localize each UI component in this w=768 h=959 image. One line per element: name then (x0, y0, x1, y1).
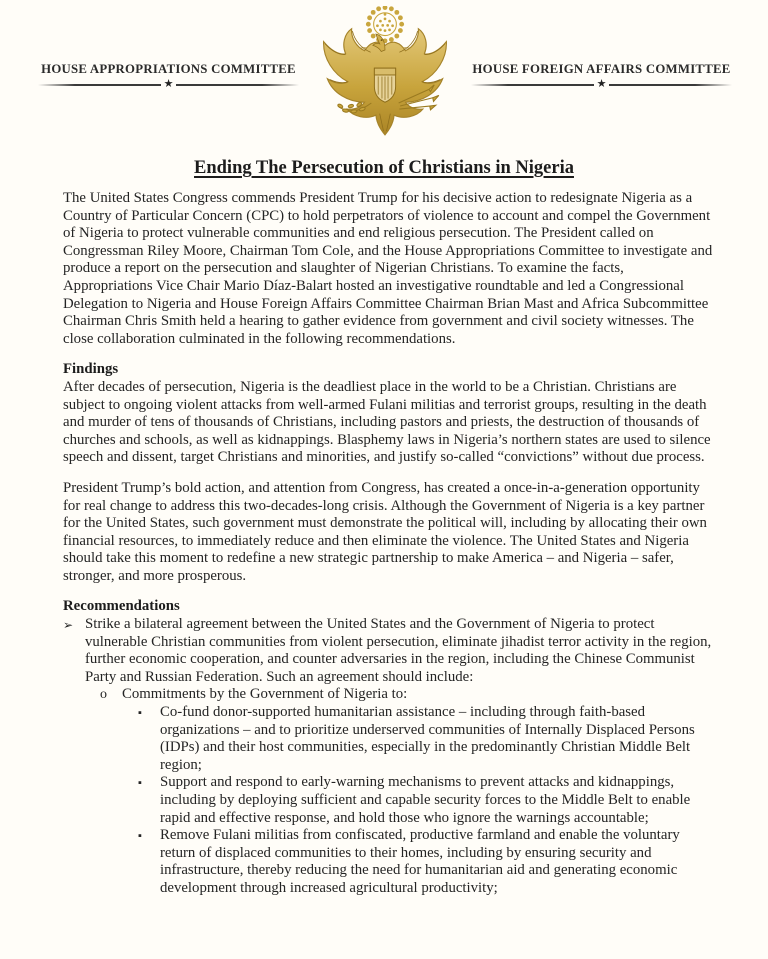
intro-paragraph: The United States Congress commends President Trump for his decisive action to redesignate Nigeria as a Country of Particular Concern (CPC) to hold perpetrators of violence to account and compel the Government of Nigeria to protect vulnerable communities and end religious persecution. The President called on Congressman Riley Moore, Chairman Tom Cole, and the House Appropriations Committee to investigate and produce a report on the persecution and slaughter of Nigerian Christians. To examine the facts, Appropriations Vice Chair Mario Díaz-Balart hosted an investigative roundtable and led a Congressional Delegation to Nigeria and House Foreign Affairs Committee Chairman Brian Mast and Africa Subcommittee Chairman Chris Smith held a hearing to gather evidence from government and civil society witnesses. The close collaboration culminated in the following recommendations. (63, 190, 713, 347)
square-bullet-icon: ▪ (138, 707, 142, 720)
star-divider-icon: ★ (596, 78, 607, 90)
committee-left-name: HOUSE APPROPRIATIONS COMMITTEE (41, 62, 296, 76)
committee-right-divider (471, 80, 732, 89)
bullet-text: Remove Fulani militias from confiscated, productive farmland and enable the voluntary return of displaced communities to their homes, including by ensuring security and infrastructure, thereby reducing the need for humanitarian aid and generating economic development through increased agricultural productivity; (160, 827, 680, 896)
findings-heading: Findings (63, 361, 119, 378)
divider-line (176, 84, 299, 86)
recommendation-sub-sub-bullet (138, 827, 713, 897)
square-bullet-icon: ▪ (138, 777, 142, 790)
bullet-text: Strike a bilateral agreement between the United States and the Government of Nigeria to protect vulnerable Christian communities from violent persecution, eliminate jihadist terror activity in the region, further economic cooperation, and counter adversaries in the region, including the Chinese Communist Party and Russian Federation. Such an agreement should include: (85, 616, 712, 685)
findings-paragraph-2: President Trump’s bold action, and attention from Congress, has created a once-in-a-generation opportunity for real change to address this two-decades-long crisis. Although the Government of Nigeria is a key partner for the United States, such government must demonstrate the political will, including by allocating their own financial resources, to immediately reduce and then eliminate the violence. The United States and Nigeria should take this moment to redefine a new strategic partnership to make America – and Nigeria – safer, stronger, and more prosperous. (63, 479, 707, 584)
square-bullet-icon: ▪ (138, 830, 142, 843)
recommendation-bullet (63, 616, 713, 686)
divider-line (38, 84, 161, 86)
recommendation-sub-bullet (100, 686, 713, 704)
bullet-text: Support and respond to early-warning mechanisms to prevent attacks and kidnappings, including by deploying sufficient and capable security forces to the Middle Belt to enable rapid and effective response, and hold those who ignore the warnings accountable; (160, 774, 691, 826)
findings-paragraph-1: After decades of persecution, Nigeria is the deadliest place in the world to be a Christian. Christians are subject to ongoing violent attacks from well-armed Fulani militias and terrorist groups, resulting in the death and murder of tens of thousands of Christians, including pastors and priests, the destruction of thousands of churches and schools, as well as kidnappings. Blasphemy laws in Nigeria’s northern states are used to silence speech and dissent, target Christians and minorities, and justify so-called “convictions” without due process. (63, 378, 711, 466)
circle-bullet-icon: o (100, 687, 107, 703)
committee-right-name: HOUSE FOREIGN AFFAIRS COMMITTEE (472, 62, 731, 76)
great-seal-icon (299, 6, 471, 150)
page-title: Ending The Persecution of Christians in Nigeria (194, 158, 574, 178)
committee-left (38, 62, 299, 89)
committee-right (471, 62, 732, 89)
recommendations-heading: Recommendations (63, 598, 180, 615)
recommendation-sub-sub-bullet (138, 704, 713, 774)
recommendation-sub-sub-bullet (138, 774, 713, 827)
document-body (0, 190, 768, 898)
committee-left-divider (38, 80, 299, 89)
bullet-text: Co-fund donor-supported humanitarian assistance – including through faith-based organizations – and to prioritize underserved communities of Internally Displaced Persons (IDPs) and their host communities, especially in the predominantly Christian Middle Belt region; (160, 704, 695, 773)
divider-line (609, 84, 732, 86)
divider-line (471, 84, 594, 86)
star-divider-icon: ★ (163, 78, 174, 90)
arrow-bullet-icon: ➢ (63, 618, 74, 633)
bullet-text: Commitments by the Government of Nigeria to: (122, 686, 408, 703)
document-header (0, 0, 768, 150)
